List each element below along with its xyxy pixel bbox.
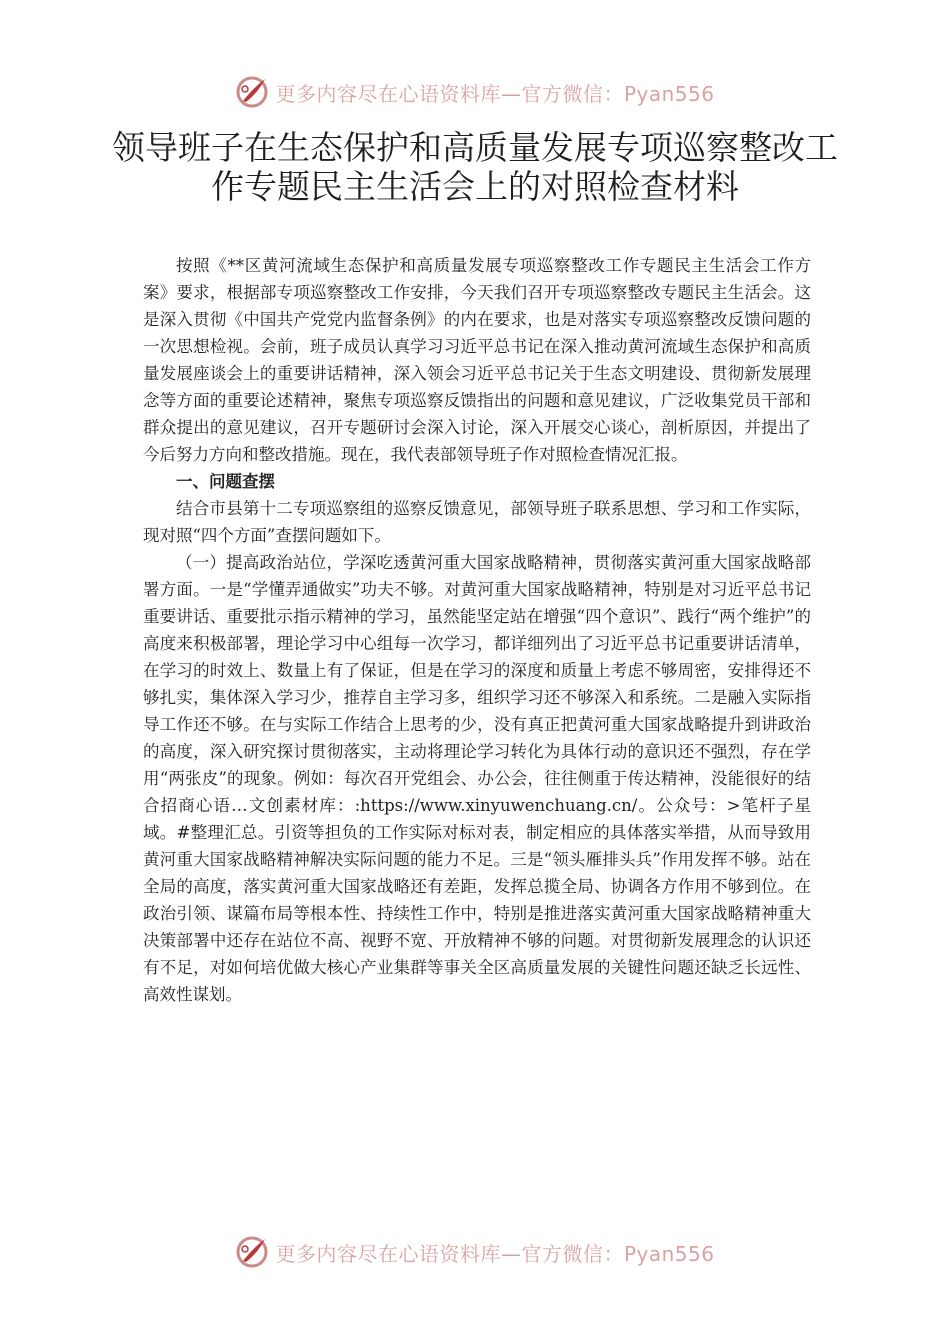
header-banner (0, 72, 950, 112)
document-title: 领导班子在生态保护和高质量发展专项巡察整改工作专题民主生活会上的对照检查材料 (112, 128, 838, 206)
quill-logo-icon (235, 75, 269, 109)
quill-logo-icon (235, 1235, 269, 1269)
banner-text: 更多内容尽在心语资料库—官方微信：Pyan556 (275, 81, 715, 106)
intro-paragraph: 按照《**区黄河流域生态保护和高质量发展专项巡察整改工作专题民主生活会工作方案》要求，根据部专项巡察整改工作安排，今天我们召开专项巡察整改专题民主生活会。这是深入贯彻《中国共产党党内监督条例》的内在要求，也是对落实专项巡察整改反馈问题的一次思想检视。会前，班子成员认真学习习近平总书记在深入推动黄河流域生态保护和高质量发展座谈会上的重要讲话精神，深入领会习近平总书记关于生态文明建设、贯彻新发展理念等方面的重要论述精神，聚焦专项巡察反馈指出的问题和意见建议，广泛收集党员干部和群众提出的意见建议，召开专题研讨会深入讨论，深入开展交心谈心，剖析原因，并提出了今后努力方向和整改措施。现在，我代表部领导班子作对照检查情况汇报。 (143, 256, 811, 464)
section-heading: 一、问题查摆 (176, 472, 275, 491)
section-intro-paragraph: 结合市县第十二专项巡察组的巡察反馈意见，部领导班子联系思想、学习和工作实际，现对照“四个方面”查摆问题如下。 (143, 499, 811, 545)
footer-banner (0, 1232, 950, 1272)
body-paragraph: （一）提高政治站位，学深吃透黄河重大国家战略精神，贯彻落实黄河重大国家战略部署方面。一是“学懂弄通做实”功夫不够。对黄河重大国家战略精神，特别是对习近平总书记重要讲话、重要批示指示精神的学习，虽然能坚定站在增强“四个意识”、践行“两个维护”的高度来积极部署，理论学习中心组每一次学习，都详细列出了习近平总书记重要讲话清单，在学习的时效上、数量上有了保证，但是在学习的深度和质量上考虑不够周密，安排得还不够扎实，集体深入学习少，推荐自主学习多，组织学习还不够深入和系统。二是融入实际指导工作还不够。在与实际工作结合上思考的少，没有真正把黄河重大国家战略提升到讲政治的高度，深入研究探讨贯彻落实，主动将理论学习转化为具体行动的意识还不强烈，存在学用“两张皮”的现象。例如：每次召开党组会、办公会，往往侧重于传达精神，没能很好的结合招商心语…文创素材库：:https://www.xinyuwenchuang.cn/。公众号：>笔杆子星域。#整理汇总。引资等担负的工作实际对标对表，制定相应的具体落实举措，从而导致用黄河重大国家战略精神解决实际问题的能力不足。三是“领头雁排头兵”作用发挥不够。站在全局的高度，落实黄河重大国家战略还有差距，发挥总揽全局、协调各方作用不够到位。在政治引领、谋篇布局等根本性、持续性工作中，特别是推进落实黄河重大国家战略精神重大决策部署中还存在站位不高、视野不宽、开放精神不够的问题。对贯彻新发展理念的认识还有不足，对如何培优做大核心产业集群等事关全区高质量发展的关键性问题还缺乏长远性、高效性谋划。 (143, 553, 811, 1004)
banner-text: 更多内容尽在心语资料库—官方微信：Pyan556 (275, 1241, 715, 1266)
document-body (143, 252, 811, 1008)
